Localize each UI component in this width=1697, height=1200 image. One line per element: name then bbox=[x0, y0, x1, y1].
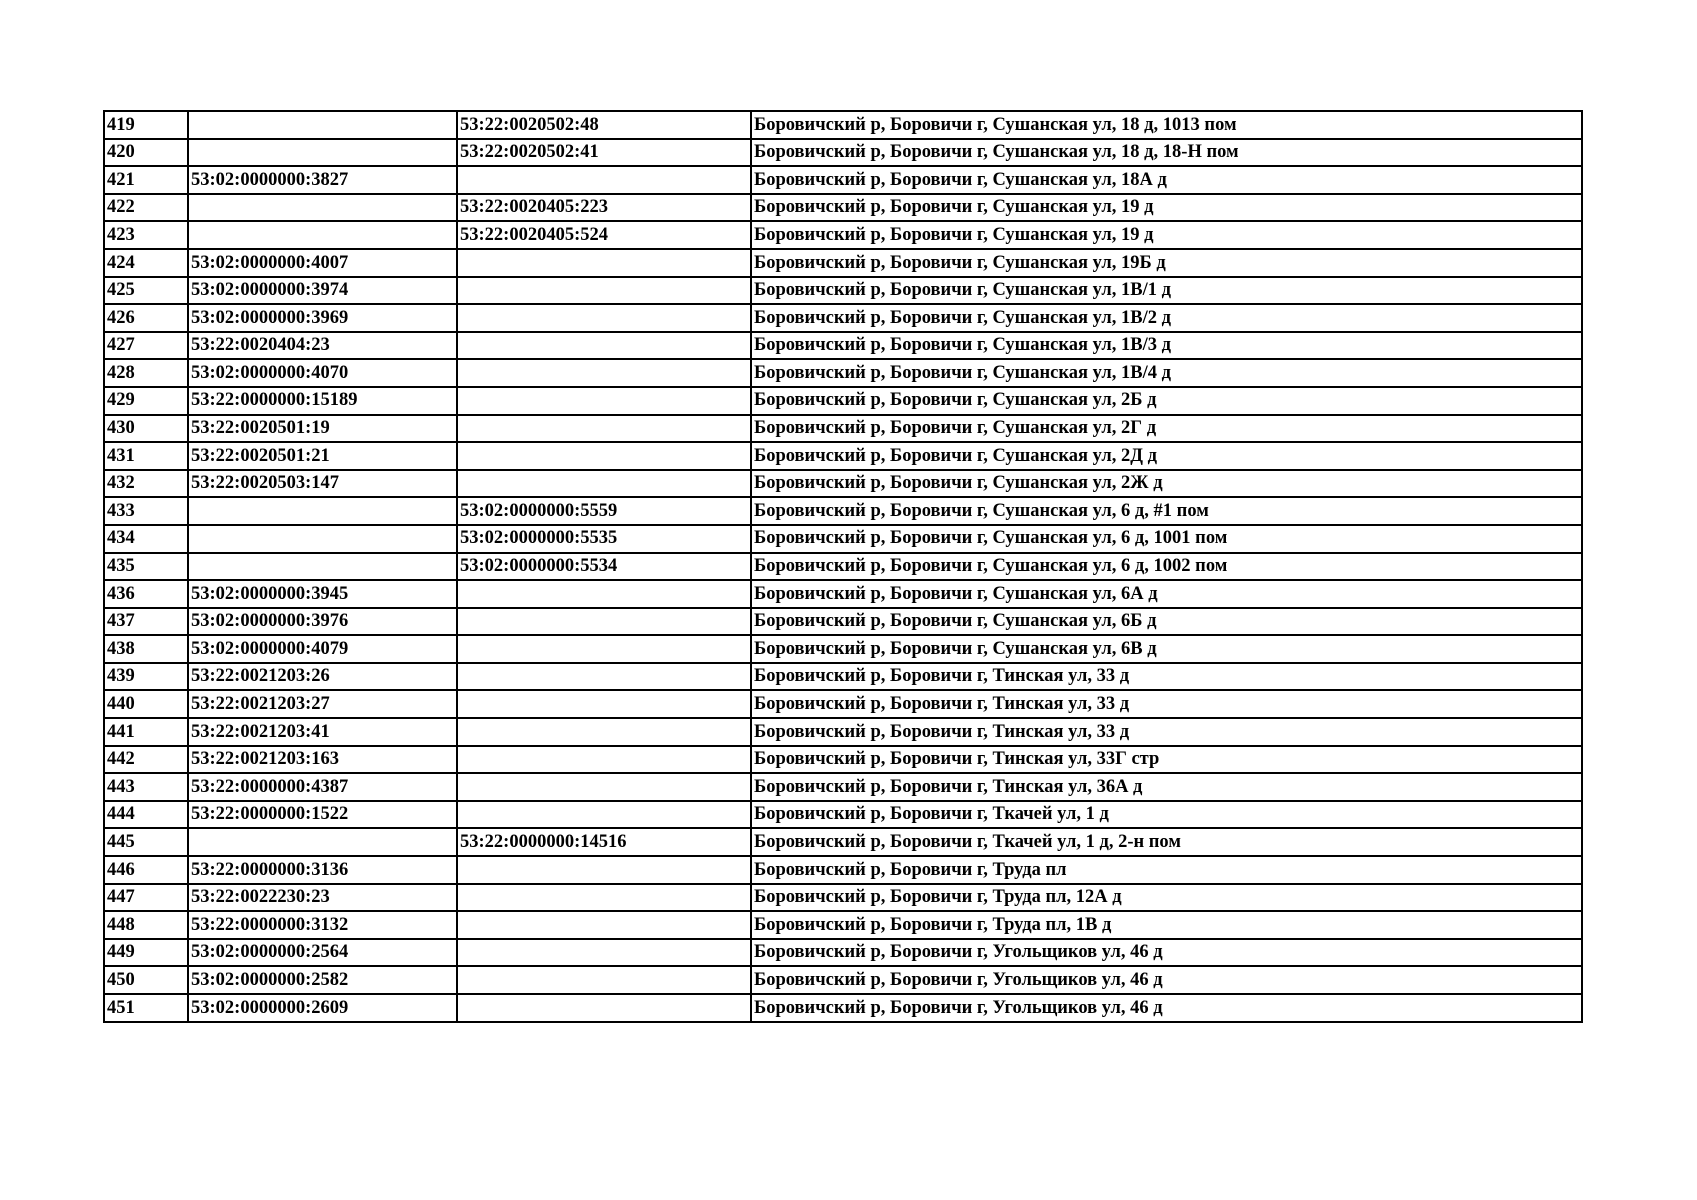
address-cell: Боровичский р, Боровичи г, Тинская ул, 33 д bbox=[751, 690, 1582, 718]
table-row bbox=[104, 884, 1582, 912]
address-cell: Боровичский р, Боровичи г, Сушанская ул, 19Б д bbox=[751, 249, 1582, 277]
cadastral-number-cell bbox=[188, 111, 457, 139]
address-cell: Боровичский р, Боровичи г, Угольщиков ул, 46 д bbox=[751, 939, 1582, 967]
address-cell: Боровичский р, Боровичи г, Сушанская ул, 19 д bbox=[751, 221, 1582, 249]
cadastral-number-secondary-cell bbox=[457, 635, 751, 663]
address-cell: Боровичский р, Боровичи г, Сушанская ул, 6 д, #1 пом bbox=[751, 497, 1582, 525]
cadastral-number-secondary-cell bbox=[457, 332, 751, 360]
cadastral-number-secondary-cell bbox=[457, 663, 751, 691]
table-row bbox=[104, 580, 1582, 608]
cadastral-number-cell: 53:02:0000000:3974 bbox=[188, 277, 457, 305]
address-cell: Боровичский р, Боровичи г, Тинская ул, 36А д bbox=[751, 773, 1582, 801]
cadastral-number-secondary-cell bbox=[457, 608, 751, 636]
address-cell: Боровичский р, Боровичи г, Сушанская ул, 2Б д bbox=[751, 387, 1582, 415]
address-cell: Боровичский р, Боровичи г, Ткачей ул, 1 д, 2-н пом bbox=[751, 828, 1582, 856]
row-number-cell: 426 bbox=[104, 304, 188, 332]
address-cell: Боровичский р, Боровичи г, Сушанская ул, 6 д, 1002 пом bbox=[751, 553, 1582, 581]
row-number-cell: 448 bbox=[104, 911, 188, 939]
row-number-cell: 445 bbox=[104, 828, 188, 856]
row-number-cell: 444 bbox=[104, 801, 188, 829]
table-row bbox=[104, 553, 1582, 581]
table-row bbox=[104, 166, 1582, 194]
cadastral-number-cell: 53:22:0000000:15189 bbox=[188, 387, 457, 415]
cadastral-number-cell bbox=[188, 525, 457, 553]
cadastral-number-cell bbox=[188, 553, 457, 581]
cadastral-number-cell: 53:02:0000000:3945 bbox=[188, 580, 457, 608]
table-row bbox=[104, 194, 1582, 222]
row-number-cell: 430 bbox=[104, 415, 188, 443]
cadastral-number-cell: 53:22:0000000:4387 bbox=[188, 773, 457, 801]
row-number-cell: 433 bbox=[104, 497, 188, 525]
table-row bbox=[104, 359, 1582, 387]
row-number-cell: 435 bbox=[104, 553, 188, 581]
row-number-cell: 419 bbox=[104, 111, 188, 139]
cadastral-number-cell: 53:22:0020503:147 bbox=[188, 470, 457, 498]
cadastral-number-cell: 53:22:0021203:27 bbox=[188, 690, 457, 718]
address-cell: Боровичский р, Боровичи г, Труда пл, 1В д bbox=[751, 911, 1582, 939]
table-row bbox=[104, 304, 1582, 332]
row-number-cell: 421 bbox=[104, 166, 188, 194]
table-row bbox=[104, 221, 1582, 249]
row-number-cell: 423 bbox=[104, 221, 188, 249]
cadastral-number-cell: 53:02:0000000:3827 bbox=[188, 166, 457, 194]
table-row bbox=[104, 470, 1582, 498]
cadastral-number-secondary-cell: 53:22:0020405:524 bbox=[457, 221, 751, 249]
cadastral-number-cell: 53:02:0000000:4079 bbox=[188, 635, 457, 663]
address-cell: Боровичский р, Боровичи г, Сушанская ул, 2Д д bbox=[751, 442, 1582, 470]
table-row bbox=[104, 801, 1582, 829]
table-row bbox=[104, 663, 1582, 691]
row-number-cell: 427 bbox=[104, 332, 188, 360]
row-number-cell: 428 bbox=[104, 359, 188, 387]
table-row bbox=[104, 139, 1582, 167]
address-cell: Боровичский р, Боровичи г, Тинская ул, 33Г стр bbox=[751, 746, 1582, 774]
address-cell: Боровичский р, Боровичи г, Сушанская ул, 1В/1 д bbox=[751, 277, 1582, 305]
registry-table-body bbox=[104, 111, 1582, 1022]
table-row bbox=[104, 111, 1582, 139]
cadastral-number-secondary-cell bbox=[457, 966, 751, 994]
table-row bbox=[104, 442, 1582, 470]
address-cell: Боровичский р, Боровичи г, Труда пл bbox=[751, 856, 1582, 884]
address-cell: Боровичский р, Боровичи г, Сушанская ул, 18 д, 18-Н пом bbox=[751, 139, 1582, 167]
cadastral-number-secondary-cell: 53:22:0020405:223 bbox=[457, 194, 751, 222]
table-row bbox=[104, 966, 1582, 994]
cadastral-number-secondary-cell bbox=[457, 580, 751, 608]
cadastral-number-cell: 53:02:0000000:3976 bbox=[188, 608, 457, 636]
cadastral-number-cell: 53:22:0021203:26 bbox=[188, 663, 457, 691]
address-cell: Боровичский р, Боровичи г, Тинская ул, 33 д bbox=[751, 718, 1582, 746]
address-cell: Боровичский р, Боровичи г, Сушанская ул, 1В/2 д bbox=[751, 304, 1582, 332]
cadastral-number-secondary-cell bbox=[457, 690, 751, 718]
table-row bbox=[104, 746, 1582, 774]
table-row bbox=[104, 608, 1582, 636]
cadastral-number-cell: 53:02:0000000:3969 bbox=[188, 304, 457, 332]
cadastral-number-secondary-cell bbox=[457, 801, 751, 829]
row-number-cell: 436 bbox=[104, 580, 188, 608]
cadastral-number-secondary-cell bbox=[457, 994, 751, 1022]
cadastral-number-secondary-cell bbox=[457, 884, 751, 912]
cadastral-number-cell bbox=[188, 194, 457, 222]
address-cell: Боровичский р, Боровичи г, Сушанская ул, 2Г д bbox=[751, 415, 1582, 443]
row-number-cell: 429 bbox=[104, 387, 188, 415]
cadastral-number-cell bbox=[188, 139, 457, 167]
table-row bbox=[104, 718, 1582, 746]
address-cell: Боровичский р, Боровичи г, Сушанская ул, 6 д, 1001 пом bbox=[751, 525, 1582, 553]
cadastral-number-secondary-cell bbox=[457, 304, 751, 332]
cadastral-number-cell: 53:22:0020501:21 bbox=[188, 442, 457, 470]
row-number-cell: 424 bbox=[104, 249, 188, 277]
address-cell: Боровичский р, Боровичи г, Сушанская ул, 19 д bbox=[751, 194, 1582, 222]
address-cell: Боровичский р, Боровичи г, Сушанская ул, 6Б д bbox=[751, 608, 1582, 636]
cadastral-number-secondary-cell bbox=[457, 856, 751, 884]
address-cell: Боровичский р, Боровичи г, Сушанская ул, 6А д bbox=[751, 580, 1582, 608]
row-number-cell: 446 bbox=[104, 856, 188, 884]
table-row bbox=[104, 856, 1582, 884]
table-row bbox=[104, 415, 1582, 443]
cadastral-number-secondary-cell bbox=[457, 718, 751, 746]
cadastral-number-secondary-cell: 53:02:0000000:5559 bbox=[457, 497, 751, 525]
address-cell: Боровичский р, Боровичи г, Сушанская ул, 1В/3 д bbox=[751, 332, 1582, 360]
row-number-cell: 438 bbox=[104, 635, 188, 663]
cadastral-number-cell: 53:22:0000000:1522 bbox=[188, 801, 457, 829]
cadastral-number-secondary-cell bbox=[457, 415, 751, 443]
row-number-cell: 437 bbox=[104, 608, 188, 636]
table-row bbox=[104, 994, 1582, 1022]
address-cell: Боровичский р, Боровичи г, Сушанская ул, 1В/4 д bbox=[751, 359, 1582, 387]
cadastral-number-secondary-cell bbox=[457, 387, 751, 415]
cadastral-number-secondary-cell: 53:02:0000000:5534 bbox=[457, 553, 751, 581]
cadastral-number-secondary-cell bbox=[457, 746, 751, 774]
cadastral-number-cell: 53:22:0020501:19 bbox=[188, 415, 457, 443]
cadastral-number-secondary-cell bbox=[457, 359, 751, 387]
row-number-cell: 439 bbox=[104, 663, 188, 691]
row-number-cell: 451 bbox=[104, 994, 188, 1022]
address-cell: Боровичский р, Боровичи г, Сушанская ул, 18А д bbox=[751, 166, 1582, 194]
row-number-cell: 441 bbox=[104, 718, 188, 746]
table-row bbox=[104, 525, 1582, 553]
table-row bbox=[104, 497, 1582, 525]
cadastral-number-secondary-cell: 53:22:0020502:48 bbox=[457, 111, 751, 139]
cadastral-number-cell bbox=[188, 828, 457, 856]
row-number-cell: 432 bbox=[104, 470, 188, 498]
cadastral-number-cell: 53:02:0000000:2609 bbox=[188, 994, 457, 1022]
table-row bbox=[104, 690, 1582, 718]
table-row bbox=[104, 939, 1582, 967]
table-row bbox=[104, 828, 1582, 856]
cadastral-number-secondary-cell bbox=[457, 773, 751, 801]
cadastral-number-secondary-cell bbox=[457, 442, 751, 470]
table-row bbox=[104, 911, 1582, 939]
table-row bbox=[104, 773, 1582, 801]
cadastral-number-cell: 53:02:0000000:4070 bbox=[188, 359, 457, 387]
address-cell: Боровичский р, Боровичи г, Угольщиков ул, 46 д bbox=[751, 994, 1582, 1022]
table-row bbox=[104, 387, 1582, 415]
registry-table bbox=[103, 110, 1583, 1023]
cadastral-number-cell: 53:22:0000000:3132 bbox=[188, 911, 457, 939]
cadastral-number-cell: 53:02:0000000:4007 bbox=[188, 249, 457, 277]
address-cell: Боровичский р, Боровичи г, Сушанская ул, 2Ж д bbox=[751, 470, 1582, 498]
row-number-cell: 431 bbox=[104, 442, 188, 470]
cadastral-number-secondary-cell bbox=[457, 249, 751, 277]
row-number-cell: 449 bbox=[104, 939, 188, 967]
row-number-cell: 425 bbox=[104, 277, 188, 305]
address-cell: Боровичский р, Боровичи г, Тинская ул, 33 д bbox=[751, 663, 1582, 691]
address-cell: Боровичский р, Боровичи г, Труда пл, 12А д bbox=[751, 884, 1582, 912]
cadastral-number-secondary-cell bbox=[457, 166, 751, 194]
address-cell: Боровичский р, Боровичи г, Ткачей ул, 1 д bbox=[751, 801, 1582, 829]
row-number-cell: 420 bbox=[104, 139, 188, 167]
cadastral-number-secondary-cell bbox=[457, 470, 751, 498]
cadastral-number-cell: 53:22:0000000:3136 bbox=[188, 856, 457, 884]
row-number-cell: 450 bbox=[104, 966, 188, 994]
row-number-cell: 434 bbox=[104, 525, 188, 553]
cadastral-number-cell: 53:22:0020404:23 bbox=[188, 332, 457, 360]
address-cell: Боровичский р, Боровичи г, Угольщиков ул, 46 д bbox=[751, 966, 1582, 994]
address-cell: Боровичский р, Боровичи г, Сушанская ул, 18 д, 1013 пом bbox=[751, 111, 1582, 139]
cadastral-number-secondary-cell bbox=[457, 911, 751, 939]
cadastral-number-secondary-cell: 53:02:0000000:5535 bbox=[457, 525, 751, 553]
address-cell: Боровичский р, Боровичи г, Сушанская ул, 6В д bbox=[751, 635, 1582, 663]
table-row bbox=[104, 249, 1582, 277]
cadastral-number-cell: 53:22:0022230:23 bbox=[188, 884, 457, 912]
cadastral-number-cell bbox=[188, 221, 457, 249]
cadastral-number-secondary-cell bbox=[457, 939, 751, 967]
table-row bbox=[104, 277, 1582, 305]
table-row bbox=[104, 635, 1582, 663]
cadastral-number-secondary-cell bbox=[457, 277, 751, 305]
cadastral-number-cell bbox=[188, 497, 457, 525]
cadastral-number-secondary-cell: 53:22:0000000:14516 bbox=[457, 828, 751, 856]
row-number-cell: 443 bbox=[104, 773, 188, 801]
cadastral-number-cell: 53:02:0000000:2564 bbox=[188, 939, 457, 967]
table-row bbox=[104, 332, 1582, 360]
cadastral-number-cell: 53:02:0000000:2582 bbox=[188, 966, 457, 994]
row-number-cell: 447 bbox=[104, 884, 188, 912]
row-number-cell: 442 bbox=[104, 746, 188, 774]
cadastral-number-cell: 53:22:0021203:163 bbox=[188, 746, 457, 774]
cadastral-number-secondary-cell: 53:22:0020502:41 bbox=[457, 139, 751, 167]
row-number-cell: 422 bbox=[104, 194, 188, 222]
cadastral-number-cell: 53:22:0021203:41 bbox=[188, 718, 457, 746]
row-number-cell: 440 bbox=[104, 690, 188, 718]
